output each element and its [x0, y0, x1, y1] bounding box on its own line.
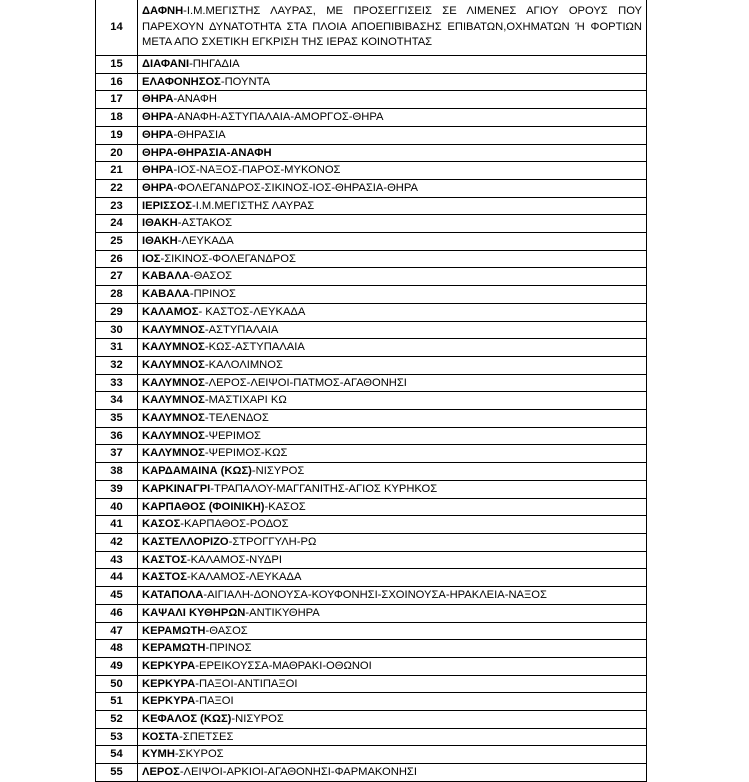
route-origin: ΚΕΡΚΥΡΑ [142, 677, 196, 690]
route-origin: ΙΟΣ [142, 252, 161, 265]
route-origin: ΚΑΤΑΠΟΛΑ [142, 589, 204, 602]
route-line-3: ΜΕΤΑ ΑΠΟ ΣΧΕΤΙΚΗ ΕΓΚΡΙΣΗ ΤΗΣ ΙΕΡΑΣ ΚΟΙΝΟΤΗΤΑΣ [142, 36, 433, 49]
table-row [96, 480, 647, 498]
table-row [96, 286, 647, 304]
route-cell [138, 764, 647, 782]
table-row [96, 109, 647, 127]
route-destinations: - ΚΑΣΤΟΣ-ΛΕΥΚΑΔΑ [198, 305, 306, 318]
table-row [96, 250, 647, 268]
row-number: 50 [96, 675, 138, 693]
table-row [96, 303, 647, 321]
row-number: 34 [96, 392, 138, 410]
table-row [96, 445, 647, 463]
table-row [96, 126, 647, 144]
table-row [96, 179, 647, 197]
table-row [96, 604, 647, 622]
route-destinations: -ΠΡΙΝΟΣ [189, 288, 236, 301]
route-destinations: -ΚΑΛΑΜΟΣ-ΝΥΔΡΙ [186, 553, 282, 566]
route-origin: ΘΗΡΑ [142, 111, 174, 124]
route-origin: ΚΑΣΤΟΣ [142, 571, 187, 584]
row-number: 19 [96, 126, 138, 144]
route-destinations: -ΛΕΥΚΑΔΑ [177, 235, 234, 248]
table-row [96, 657, 647, 675]
row-number: 45 [96, 587, 138, 605]
route-destinations: -ΕΡΕΙΚΟΥΣΣΑ-ΜΑΘΡΑΚΙ-ΟΘΩΝΟΙ [195, 659, 372, 672]
row-number: 41 [96, 516, 138, 534]
route-origin: ΚΑΛΥΜΝΟΣ [142, 412, 205, 425]
route-cell [138, 286, 647, 304]
route-cell [138, 179, 647, 197]
table-row [96, 56, 647, 74]
row-number: 29 [96, 303, 138, 321]
route-origin: ΚΑΒΑΛΑ [142, 288, 190, 301]
route-destinations: -Ι.Μ.ΜΕΓΙΣΤΗΣ ΛΑΥΡΑΣ [191, 199, 315, 212]
route-origin: ΚΕΦΑΛΟΣ (ΚΩΣ) [142, 713, 232, 726]
table-row [96, 587, 647, 605]
route-destinations: -ΑΣΤΑΚΟΣ [177, 217, 233, 230]
row-number: 48 [96, 640, 138, 658]
route-origin: ΚΑΡΠΑΘΟΣ (ΦΟΙΝΙΚΗ) [142, 500, 265, 513]
row-number: 36 [96, 427, 138, 445]
row-number: 28 [96, 286, 138, 304]
row-number: 55 [96, 764, 138, 782]
route-origin: ΚΑΛΥΜΝΟΣ [142, 376, 205, 389]
table-row [96, 569, 647, 587]
routes-table [95, 0, 647, 782]
route-cell [138, 56, 647, 74]
route-destinations: -ΑΝΑΦΗ-ΑΣΤΥΠΑΛΑΙΑ-ΑΜΟΡΓΟΣ-ΘΗΡΑ [173, 111, 384, 124]
route-destinations: -ΘΑΣΟΣ [189, 270, 233, 283]
table-row [96, 339, 647, 357]
route-destinations: -ΠΑΞΟΙ-ΑΝΤΙΠΑΞΟΙ [195, 677, 298, 690]
route-origin: ΔΙΑΦΑΝΙ [142, 58, 190, 70]
table-row [96, 498, 647, 516]
route-line-2: ΠΑΡΕΧΟΥΝ ΔΥΝΑΤΟΤΗΤΑ ΣΤΑ ΠΛΟΙΑ ΑΠΟΕΠΙΒΙΒΑΣΗΣ ΕΠΙΒΑΤΩΝ,ΟΧΗΜΑΤΩΝ Ή ΦΟΡΤΙΩΝ [142, 20, 642, 33]
row-number: 42 [96, 533, 138, 551]
route-origin: ΚΑΣΟΣ [142, 518, 181, 531]
route-cell [138, 463, 647, 481]
route-cell [138, 657, 647, 675]
table-row [96, 197, 647, 215]
route-origin: ΚΑΡΔΑΜΑΙΝΑ (ΚΩΣ) [142, 465, 252, 478]
row-number: 21 [96, 162, 138, 180]
row-number: 51 [96, 693, 138, 711]
row-number: 33 [96, 374, 138, 392]
route-origin: ΚΕΡΚΥΡΑ [142, 659, 196, 672]
route-cell [138, 91, 647, 109]
route-origin: ΚΑΛΥΜΝΟΣ [142, 394, 205, 407]
row-number: 16 [96, 73, 138, 91]
route-cell [138, 728, 647, 746]
route-cell [138, 622, 647, 640]
row-number: 24 [96, 215, 138, 233]
route-destinations: -ΘΗΡΑΣΙΑ [173, 128, 226, 141]
table-row [96, 162, 647, 180]
row-number: 53 [96, 728, 138, 746]
table-row [96, 215, 647, 233]
row-number: 37 [96, 445, 138, 463]
table-row [96, 427, 647, 445]
route-cell [138, 640, 647, 658]
table-row [96, 463, 647, 481]
route-destinations: -ΚΑΣΟΣ [264, 500, 306, 513]
table-row [96, 0, 647, 56]
row-number: 54 [96, 746, 138, 764]
route-destinations: -ΑΣΤΥΠΑΛΑΙΑ [204, 323, 279, 336]
route-destinations: -ΣΚΥΡΟΣ [174, 748, 224, 761]
table-row [96, 516, 647, 534]
route-origin: ΘΗΡΑ [142, 181, 174, 194]
table-row [96, 91, 647, 109]
route-destinations: -ΙΟΣ-ΝΑΞΟΣ-ΠΑΡΟΣ-ΜΥΚΟΝΟΣ [173, 164, 341, 177]
row-number: 22 [96, 179, 138, 197]
route-origin: ΙΘΑΚΗ [142, 217, 178, 230]
route-cell [138, 321, 647, 339]
route-cell [138, 0, 647, 56]
route-cell [138, 498, 647, 516]
route-origin: ΘΗΡΑ [142, 93, 174, 106]
route-origin: ΘΗΡΑ-ΘΗΡΑΣΙΑ-ΑΝΑΦΗ [142, 146, 272, 159]
route-destinations: -ΨΕΡΙΜΟΣ [204, 429, 261, 442]
route-origin: ΕΛΑΦΟΝΗΣΟΣ [142, 75, 221, 88]
route-cell [138, 569, 647, 587]
route-origin: ΚΑΨΑΛΙ ΚΥΘΗΡΩΝ [142, 606, 246, 619]
route-origin: ΙΕΡΙΣΣΟΣ [142, 199, 192, 212]
route-origin: ΚΕΡΑΜΩΤΗ [142, 624, 206, 637]
route-cell [138, 392, 647, 410]
route-origin: ΚΑΛΥΜΝΟΣ [142, 358, 205, 371]
row-number: 27 [96, 268, 138, 286]
route-cell [138, 374, 647, 392]
row-number: 20 [96, 144, 138, 162]
table-row [96, 374, 647, 392]
route-line-1 [142, 4, 642, 20]
route-origin: ΙΘΑΚΗ [142, 235, 178, 248]
row-number: 30 [96, 321, 138, 339]
route-cell [138, 126, 647, 144]
route-destinations: -ΚΑΛΑΜΟΣ-ΛΕΥΚΑΔΑ [186, 571, 302, 584]
row-number: 44 [96, 569, 138, 587]
route-cell [138, 109, 647, 127]
route-cell [138, 693, 647, 711]
route-cell [138, 268, 647, 286]
route-cell [138, 410, 647, 428]
route-cell [138, 711, 647, 729]
route-origin: ΚΑΣΤΟΣ [142, 553, 187, 566]
table-row [96, 622, 647, 640]
route-destinations: -ΠΗΓΑΔΙΑ [189, 58, 240, 70]
row-number: 26 [96, 250, 138, 268]
table-row [96, 321, 647, 339]
route-cell [138, 480, 647, 498]
route-cell [138, 746, 647, 764]
route-destinations: -ΑΝΤΙΚΥΘΗΡΑ [245, 606, 320, 619]
route-destinations: -ΣΤΡΟΓΓΥΛΗ-ΡΩ [228, 535, 317, 548]
route-cell [138, 197, 647, 215]
table-row [96, 410, 647, 428]
routes-table-body [96, 0, 647, 781]
table-row [96, 533, 647, 551]
route-origin: ΛΕΡΟΣ [142, 766, 180, 779]
row-number: 31 [96, 339, 138, 357]
route-origin: ΚΕΡΚΥΡΑ [142, 695, 196, 708]
route-cell [138, 551, 647, 569]
row-number: 35 [96, 410, 138, 428]
route-cell [138, 533, 647, 551]
route-cell [138, 73, 647, 91]
route-origin: ΚΑΛΑΜΟΣ [142, 305, 199, 318]
route-destinations: -ΚΩΣ-ΑΣΤΥΠΑΛΑΙΑ [204, 341, 305, 354]
route-origin: ΚΟΣΤΑ [142, 730, 180, 743]
row-number: 38 [96, 463, 138, 481]
route-destinations: -ΠΟΥΝΤΑ [220, 75, 271, 88]
table-row [96, 392, 647, 410]
route-destinations: -ΤΡΑΠΑΛΟΥ-ΜΑΓΓΑΝΙΤΗΣ-ΑΓΙΟΣ ΚΥΡΗΚΟΣ [210, 482, 438, 495]
route-origin: ΘΗΡΑ [142, 128, 174, 141]
route-origin: ΚΑΛΥΜΝΟΣ [142, 447, 205, 460]
route-destinations: -ΑΝΑΦΗ [173, 93, 217, 106]
route-origin: ΚΑΣΤΕΛΛΟΡΙΖΟ [142, 535, 229, 548]
table-row [96, 675, 647, 693]
route-destinations: -ΤΕΛΕΝΔΟΣ [204, 412, 269, 425]
table-row [96, 144, 647, 162]
table-row [96, 73, 647, 91]
row-number: 43 [96, 551, 138, 569]
row-number: 17 [96, 91, 138, 109]
table-row [96, 640, 647, 658]
route-destinations: -ΝΙΣΥΡΟΣ [251, 465, 305, 478]
route-destinations: -ΑΙΓΙΑΛΗ-ΔΟΝΟΥΣΑ-ΚΟΥΦΟΝΗΣΙ-ΣΧΟΙΝΟΥΣΑ-ΗΡΑΚΛΕΙΑ-ΝΑΞΟΣ [203, 589, 547, 602]
route-destinations: -ΨΕΡΙΜΟΣ-ΚΩΣ [204, 447, 288, 460]
route-cell [138, 303, 647, 321]
route-origin: ΚΑΛΥΜΝΟΣ [142, 323, 205, 336]
route-cell [138, 445, 647, 463]
row-number: 46 [96, 604, 138, 622]
row-number: 32 [96, 356, 138, 374]
route-destinations: -ΘΑΣΟΣ [205, 624, 248, 637]
row-number: 23 [96, 197, 138, 215]
table-row [96, 268, 647, 286]
table-row [96, 356, 647, 374]
route-cell [138, 675, 647, 693]
route-origin: ΘΗΡΑ [142, 164, 174, 177]
table-row [96, 728, 647, 746]
route-cell [138, 427, 647, 445]
table-row [96, 693, 647, 711]
table-row [96, 233, 647, 251]
row-number: 52 [96, 711, 138, 729]
row-number: 14 [96, 0, 138, 56]
table-row [96, 746, 647, 764]
route-destinations: -ΣΙΚΙΝΟΣ-ΦΟΛΕΓΑΝΔΡΟΣ [160, 252, 296, 265]
route-destinations: -ΝΙΣΥΡΟΣ [231, 713, 284, 726]
route-cell [138, 356, 647, 374]
route-destinations: -ΦΟΛΕΓΑΝΔΡΟΣ-ΣΙΚΙΝΟΣ-ΙΟΣ-ΘΗΡΑΣΙΑ-ΘΗΡΑ [173, 181, 418, 194]
table-row [96, 764, 647, 782]
route-origin: ΚΑΛΥΜΝΟΣ [142, 429, 205, 442]
route-destinations: -ΚΑΛΟΛΙΜΝΟΣ [204, 358, 283, 371]
table-row [96, 551, 647, 569]
route-origin: ΚΑΡΚΙΝΑΓΡΙ [142, 482, 211, 495]
route-origin: ΚΕΡΑΜΩΤΗ [142, 642, 206, 655]
route-destinations: -ΣΠΕΤΣΕΣ [179, 730, 234, 743]
route-cell [138, 604, 647, 622]
route-cell [138, 144, 647, 162]
route-cell [138, 587, 647, 605]
row-number: 15 [96, 56, 138, 74]
row-number: 40 [96, 498, 138, 516]
route-destinations: -ΜΑΣΤΙΧΑΡΙ ΚΩ [204, 394, 287, 407]
route-cell [138, 516, 647, 534]
route-destinations: -ΚΑΡΠΑΘΟΣ-ΡΟΔΟΣ [180, 518, 289, 531]
route-origin: ΚΑΒΑΛΑ [142, 270, 190, 283]
route-cell [138, 250, 647, 268]
route-cell [138, 233, 647, 251]
row-number: 25 [96, 233, 138, 251]
route-origin: ΚΑΛΥΜΝΟΣ [142, 341, 205, 354]
route-origin: ΚΥΜΗ [142, 748, 175, 761]
route-destinations: -ΛΕΙΨΟΙ-ΑΡΚΙΟΙ-ΑΓΑΘΟΝΗΣΙ-ΦΑΡΜΑΚΟΝΗΣΙ [179, 766, 417, 779]
route-cell [138, 162, 647, 180]
route-origin: ΔΑΦΝΗ [142, 5, 184, 18]
route-destinations: -ΛΕΡΟΣ-ΛΕΙΨΟΙ-ΠΑΤΜΟΣ-ΑΓΑΘΟΝΗΣΙ [204, 376, 407, 389]
route-destinations: -ΠΑΞΟΙ [195, 695, 234, 708]
row-number: 39 [96, 480, 138, 498]
row-number: 49 [96, 657, 138, 675]
route-destinations: -ΠΡΙΝΟΣ [205, 642, 252, 655]
route-cell [138, 215, 647, 233]
row-number: 47 [96, 622, 138, 640]
row-number: 18 [96, 109, 138, 127]
table-row [96, 711, 647, 729]
route-cell [138, 339, 647, 357]
route-destinations: -Ι.Μ.ΜΕΓΙΣΤΗΣ ΛΑΥΡΑΣ, ΜΕ ΠΡΟΣΕΓΓΙΣΕΙΣ ΣΕ ΛΙΜΕΝΕΣ ΑΓΙΟΥ ΟΡΟΥΣ ΠΟΥ [183, 5, 642, 18]
